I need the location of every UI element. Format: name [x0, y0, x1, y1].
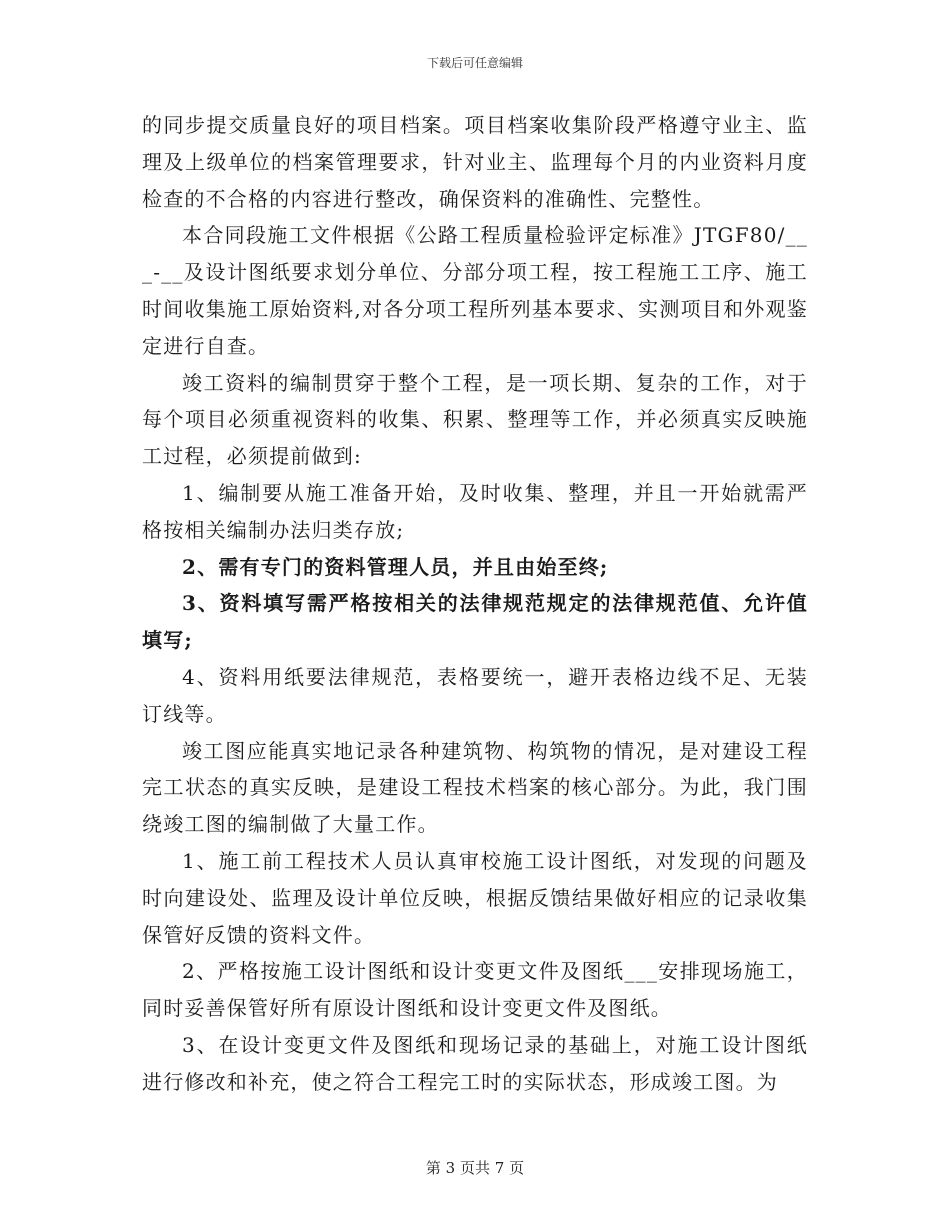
paragraph-4: 1、编制要从施工准备开始，及时收集、整理，并且一开始就需严格按相关编制办法归类存放; — [142, 480, 808, 542]
paragraph-6: 3、资料填写需严格按相关的法律规范规定的法律规范值、允许值填写; — [142, 591, 808, 653]
paragraph-9: 1、施工前工程技术人员认真审校施工设计图纸，对发现的问题及时向建设处、监理及设计单位反映，根据反馈结果做好相应的记录收集保管好反馈的资料文件。 — [142, 848, 808, 947]
paragraph-2: 本合同段施工文件根据《公路工程质量检验评定标准》JTGF80/___-__及设计图纸要求划分单位、分部分项工程，按工程施工工序、施工时间收集施工原始资料,对各分项工程所列基本要求、实测项目和外观鉴定进行自查。 — [142, 223, 808, 358]
paragraph-5: 2、需有专门的资料管理人员，并且由始至终; — [182, 554, 609, 579]
paragraph-8: 竣工图应能真实地记录各种建筑物、构筑物的情况，是对建设工程完工状态的真实反映，是建设工程技术档案的核心部分。为此，我门围绕竣工图的编制做了大量工作。 — [142, 738, 808, 837]
paragraph-1: 的同步提交质量良好的项目档案。项目档案收集阶段严格遵守业主、监理及上级单位的档案管理要求，针对业主、监理每个月的内业资料月度检查的不合格的内容进行整改，确保资料的准确性、完整性。 — [142, 113, 808, 211]
document-body — [142, 107, 808, 1101]
paragraph-3: 竣工资料的编制贯穿于整个工程，是一项长期、复杂的工作，对于每个项目必须重视资料的收集、积累、整理等工作，并必须真实反映施工过程，必须提前做到: — [142, 370, 808, 469]
page-header: 下载后可任意编辑 — [426, 56, 523, 70]
paragraph-11: 3、在设计变更文件及图纸和现场记录的基础上，对施工设计图纸进行修改和补充，使之符合工程完工时的实际状态，形成竣工图。为 — [142, 1032, 808, 1094]
page-footer: 第 3 页共 7 页 — [425, 1159, 525, 1177]
paragraph-7: 4、资料用纸要法律规范，表格要统一，避开表格边线不足、无装订线等。 — [142, 664, 808, 726]
paragraph-10: 2、严格按施工设计图纸和设计变更文件及图纸___安排现场施工，同时妥善保管好所有原设计图纸和设计变更文件及图纸。 — [142, 959, 808, 1021]
